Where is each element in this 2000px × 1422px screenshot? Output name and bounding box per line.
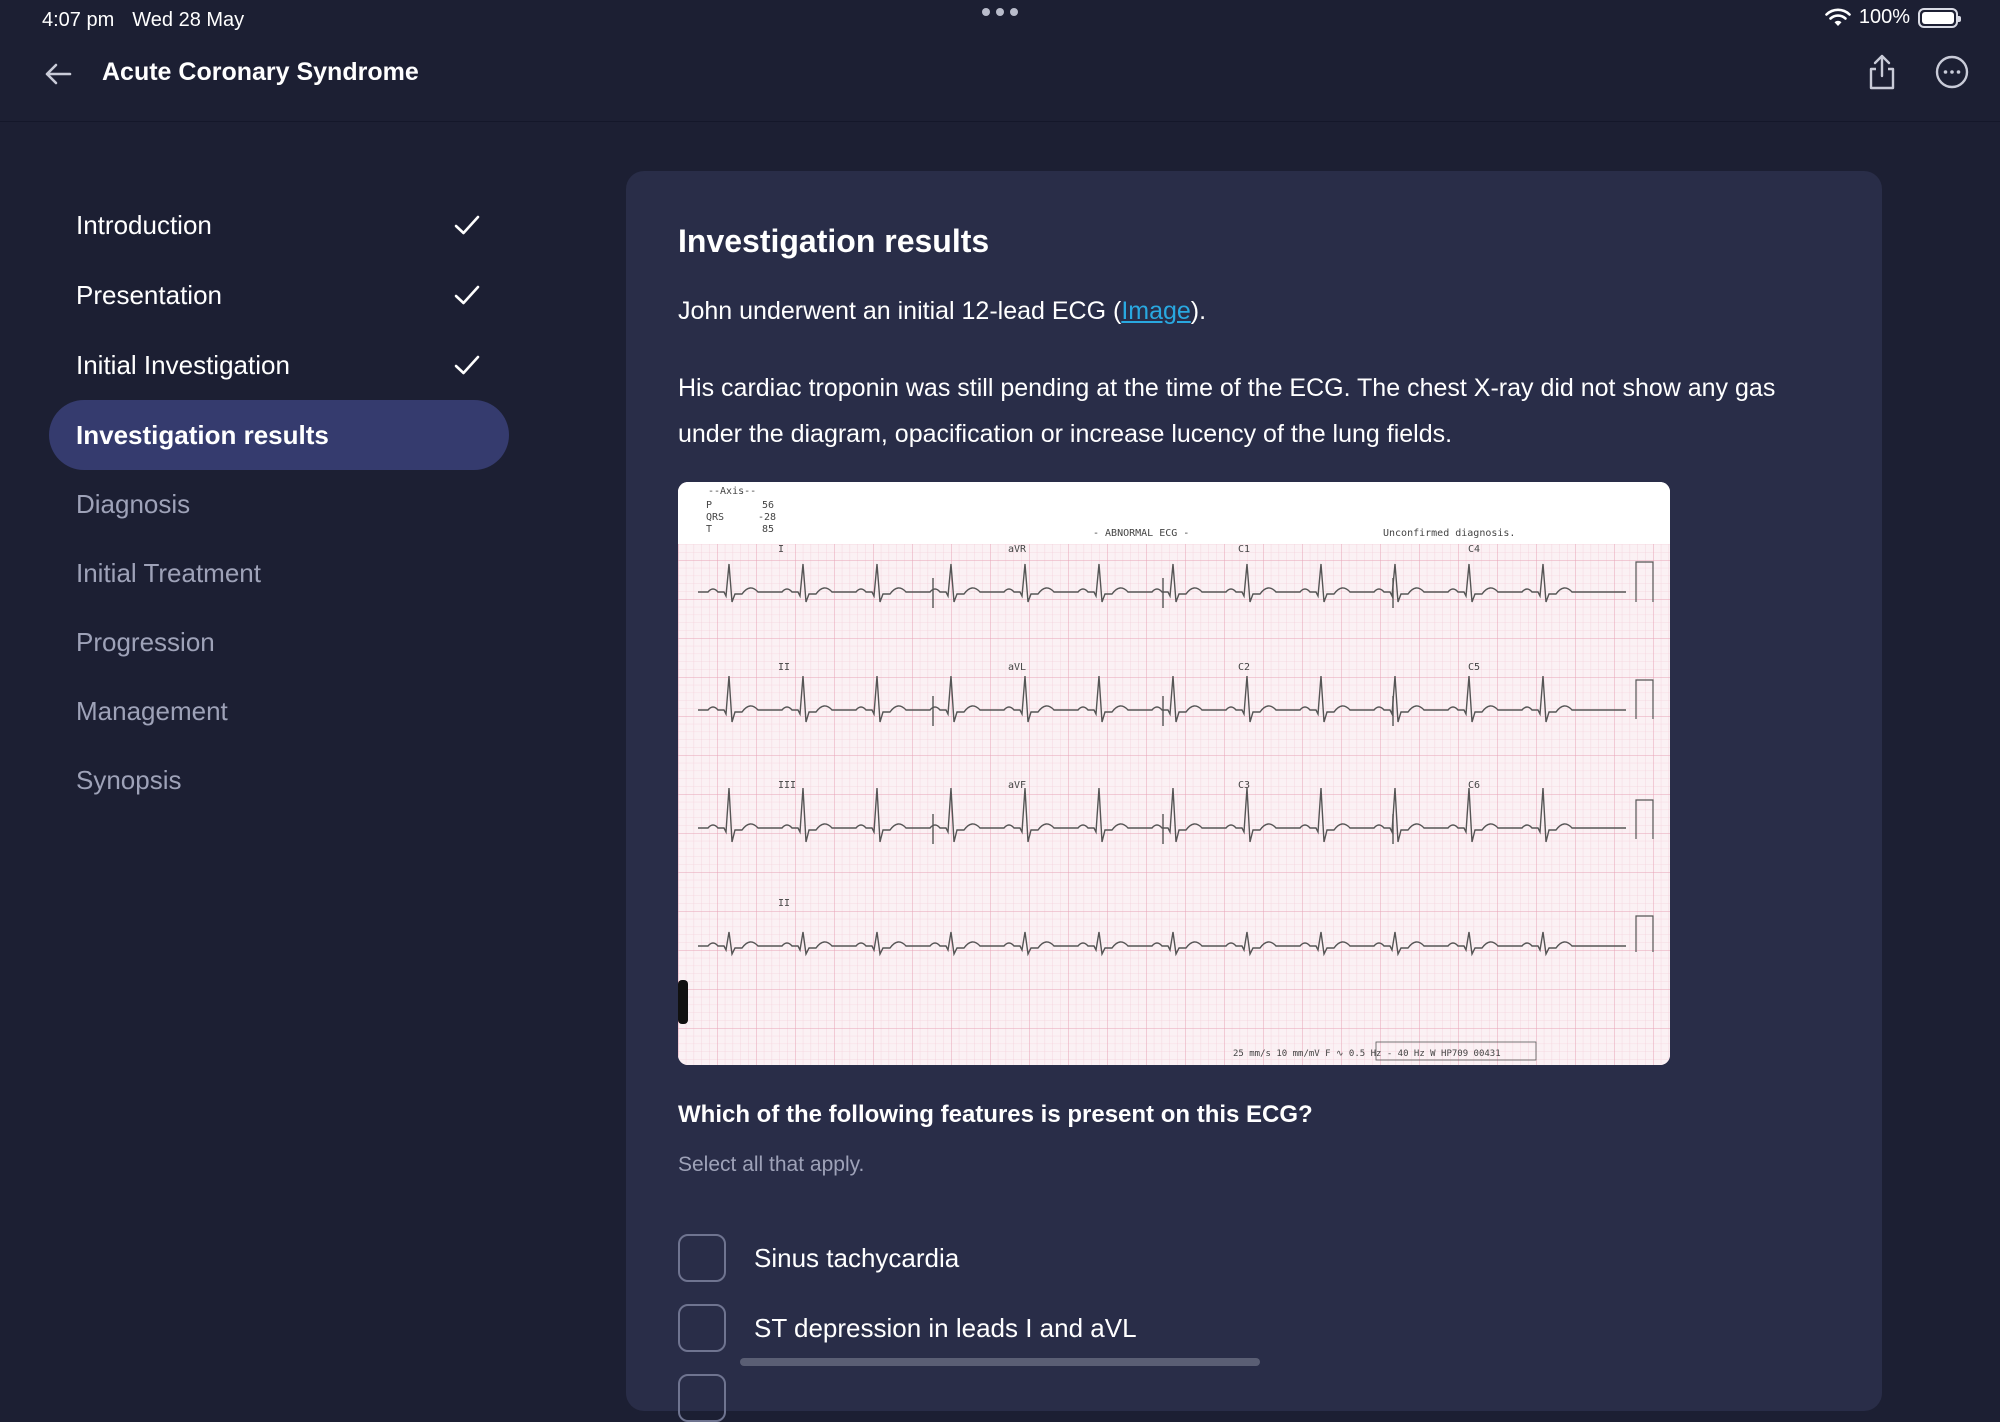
sidebar-item-label: Presentation bbox=[76, 279, 222, 310]
checkbox[interactable] bbox=[678, 1304, 726, 1352]
sidebar-item-label: Initial Investigation bbox=[76, 349, 290, 380]
ecg-lead-label: II bbox=[778, 898, 791, 909]
ecg-lead-label: III bbox=[778, 780, 797, 791]
section-title: Investigation results bbox=[678, 223, 990, 259]
ecg-edge-marker bbox=[678, 980, 688, 1024]
ecg-lead-label: C1 bbox=[1238, 544, 1251, 555]
ecg-axis-p-value: 56 bbox=[762, 500, 775, 511]
status-bar bbox=[0, 0, 2000, 40]
ecg-lead-label: aVL bbox=[1008, 662, 1027, 673]
ecg-axis-p-label: P bbox=[706, 500, 713, 511]
troponin-paragraph: His cardiac troponin was still pending at the time of the ECG. The chest X-ray did not show any gas under the diagram, opacification or increase lucency of the lung fields. bbox=[678, 374, 1776, 448]
paragraph-text: ). bbox=[1190, 297, 1207, 325]
ecg-lead-label: II bbox=[778, 662, 791, 673]
ecg-tracing bbox=[678, 482, 1670, 1065]
share-icon[interactable] bbox=[1864, 52, 1900, 92]
ecg-axis-qrs-label: QRS bbox=[706, 512, 725, 523]
ecg-lead-label: aVF bbox=[1008, 780, 1027, 791]
checkmark-icon bbox=[453, 211, 481, 239]
checkmark-icon bbox=[453, 281, 481, 309]
ecg-axis-t-value: 85 bbox=[762, 524, 775, 535]
wifi-icon bbox=[1825, 8, 1851, 28]
sidebar-item-label: Synopsis bbox=[76, 765, 182, 795]
ecg-lead-label: C4 bbox=[1468, 544, 1481, 555]
sidebar-item-label: Initial Treatment bbox=[76, 558, 261, 588]
ecg-lead-label: C2 bbox=[1238, 662, 1251, 673]
option-partial[interactable] bbox=[678, 1374, 754, 1422]
ecg-lead-label: C5 bbox=[1468, 662, 1481, 673]
content-card bbox=[626, 171, 1882, 1411]
ecg-lead-label: aVR bbox=[1008, 544, 1027, 555]
ecg-intro-paragraph bbox=[678, 297, 1206, 326]
sidebar-item-label: Diagnosis bbox=[76, 489, 191, 519]
sidebar-item-presentation[interactable] bbox=[49, 260, 509, 330]
status-time: 4:07 pm bbox=[42, 8, 115, 31]
battery-icon bbox=[1918, 8, 1958, 28]
option-sinus-tachycardia[interactable] bbox=[678, 1234, 959, 1282]
sidebar-item-label: Progression bbox=[76, 627, 215, 657]
battery-percentage: 100% bbox=[1858, 6, 1910, 28]
ecg-axis-heading: --Axis-- bbox=[708, 486, 757, 497]
checkbox[interactable] bbox=[678, 1374, 726, 1422]
ecg-header-center: - ABNORMAL ECG - bbox=[1093, 528, 1190, 539]
ecg-header-right: Unconfirmed diagnosis. bbox=[1383, 528, 1516, 539]
ecg-footer: 25 mm/s 10 mm/mV F ∿ 0.5 Hz - 40 Hz W HP709 00431 bbox=[1233, 1049, 1501, 1059]
back-arrow-icon[interactable] bbox=[40, 56, 76, 92]
option-label: Sinus tachycardia bbox=[754, 1242, 960, 1273]
sidebar-item-label: Management bbox=[76, 696, 228, 726]
ecg-axis-t-label: T bbox=[706, 524, 713, 535]
sidebar-item-initial-treatment[interactable] bbox=[49, 539, 509, 608]
page-title: Acute Coronary Syndrome bbox=[102, 58, 419, 86]
sidebar-item-progression[interactable] bbox=[49, 608, 509, 677]
sidebar-item-investigation-results[interactable] bbox=[49, 400, 509, 470]
image-link[interactable]: Image bbox=[1121, 297, 1191, 325]
ecg-lead-label: C6 bbox=[1468, 780, 1481, 791]
home-indicator bbox=[740, 1358, 1260, 1366]
ecg-lead-label: I bbox=[778, 544, 785, 555]
ecg-axis-qrs-value: -28 bbox=[758, 512, 777, 523]
checkbox[interactable] bbox=[678, 1234, 726, 1282]
sidebar-item-management[interactable] bbox=[49, 677, 509, 746]
multitasking-dots-icon[interactable] bbox=[982, 8, 1018, 16]
sidebar-item-label: Introduction bbox=[76, 209, 212, 240]
ecg-image[interactable] bbox=[678, 482, 1670, 1065]
checkmark-icon bbox=[453, 351, 481, 379]
question-text: Which of the following features is present on this ECG? bbox=[678, 1101, 1313, 1128]
option-label: ST depression in leads I and aVL bbox=[754, 1312, 1137, 1343]
ecg-lead-label: C3 bbox=[1238, 780, 1251, 791]
navigation-header bbox=[0, 40, 2000, 122]
sidebar-item-initial-investigation[interactable] bbox=[49, 330, 509, 400]
sidebar-item-label: Investigation results bbox=[76, 419, 329, 450]
paragraph-text: John underwent an initial 12-lead ECG ( bbox=[678, 297, 1122, 325]
option-st-depression[interactable] bbox=[678, 1304, 1137, 1352]
sidebar-item-introduction[interactable] bbox=[49, 190, 509, 260]
question-hint: Select all that apply. bbox=[678, 1153, 865, 1176]
sidebar-navigation bbox=[49, 190, 509, 815]
sidebar-item-diagnosis[interactable] bbox=[49, 470, 509, 539]
sidebar-item-synopsis[interactable] bbox=[49, 746, 509, 815]
ellipsis-circle-icon[interactable] bbox=[1934, 54, 1970, 90]
status-date: Wed 28 May bbox=[132, 8, 245, 31]
